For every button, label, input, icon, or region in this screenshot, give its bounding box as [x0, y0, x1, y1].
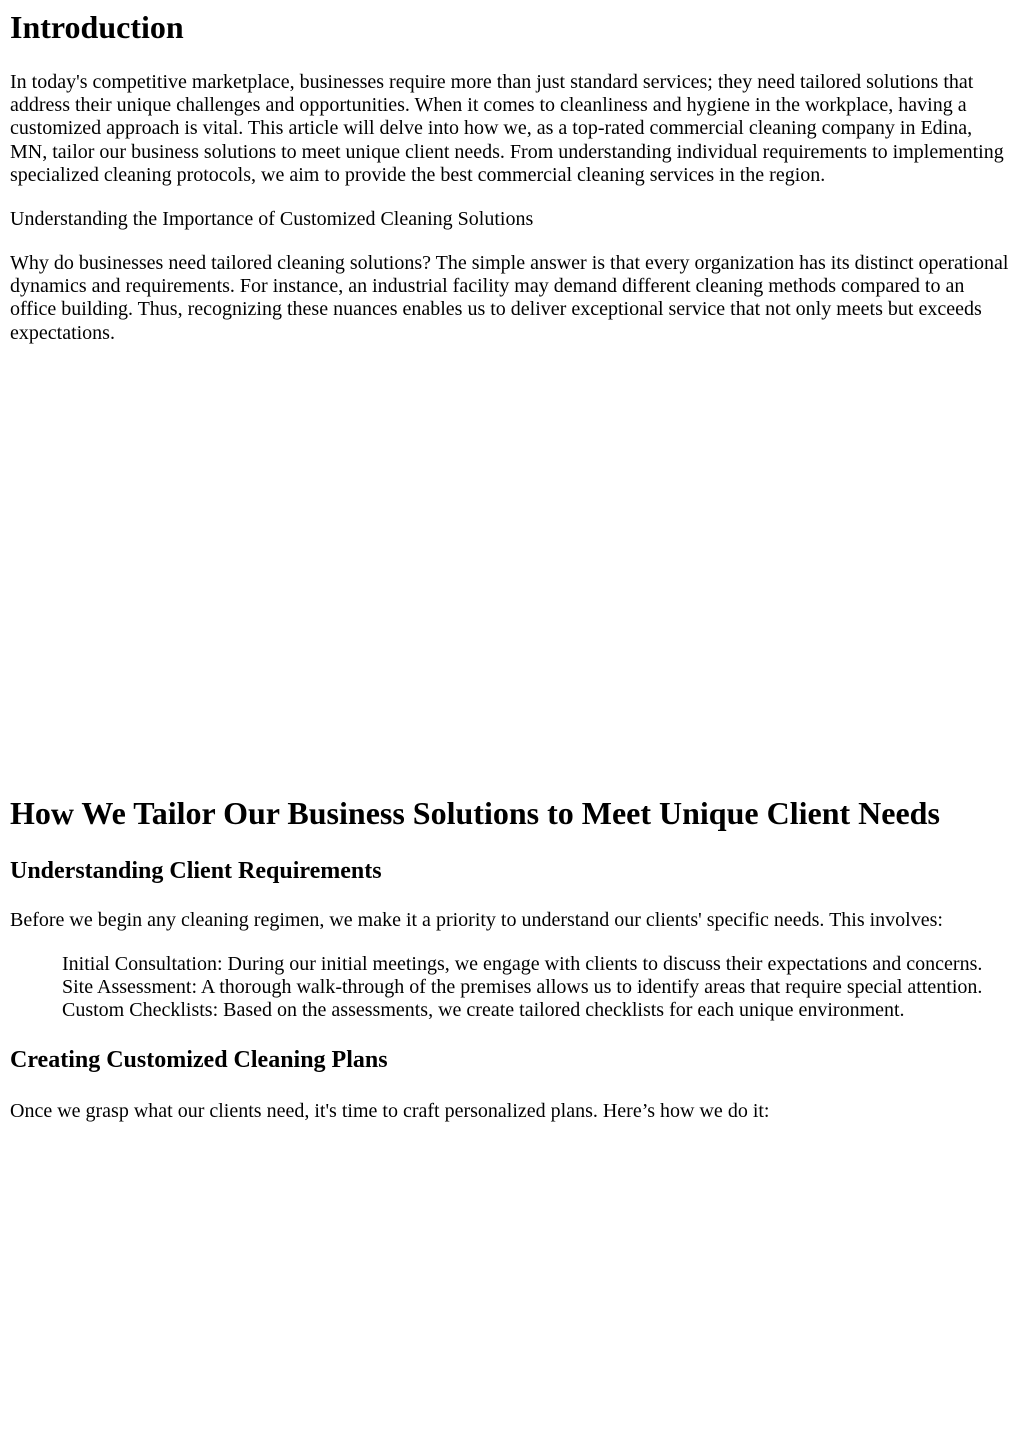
- intro-heading: Introduction: [10, 9, 184, 45]
- list-item-custom-checklists: Custom Checklists: Based on the assessments, we create tailored checklists for each unique environment.: [62, 999, 905, 1022]
- requirements-list: [62, 953, 1024, 1023]
- main-heading: How We Tailor Our Business Solutions to Meet Unique Client Needs: [10, 795, 940, 831]
- plans-paragraph: Once we grasp what our clients need, it's time to craft personalized plans. Here’s how we do it:: [10, 1100, 770, 1122]
- list-item-consultation: Initial Consultation: During our initial meetings, we engage with clients to discuss their expectations and concerns.: [62, 953, 983, 975]
- requirements-paragraph: Before we begin any cleaning regimen, we make it a priority to understand our clients' specific needs. This involves:: [10, 909, 943, 931]
- importance-paragraph: Why do businesses need tailored cleaning solutions? The simple answer is that every organization has its distinct operational dynamics and requirements. For instance, an industrial facility may demand different cleaning methods compared to an office building. Thus, recognizing these nuances enables us to deliver exceptional service that not only meets but exceeds expectations.: [10, 252, 1009, 344]
- importance-subheading: Understanding the Importance of Customized Cleaning Solutions: [10, 208, 534, 230]
- list-item-site-assessment: Site Assessment: A thorough walk-through of the premises allows us to identify areas that require special attention.: [62, 976, 983, 999]
- requirements-heading: Understanding Client Requirements: [10, 858, 382, 884]
- intro-paragraph: In today's competitive marketplace, businesses require more than just standard services; they need tailored solutions that address their unique challenges and opportunities. When it comes to cleanliness and hygiene in the workplace, having a customized approach is vital. This article will delve into how we, as a top-rated commercial cleaning company in Edina, MN, tailor our business solutions to meet unique client needs. From understanding individual requirements to implementing specialized cleaning protocols, we aim to provide the best commercial cleaning services in the region.: [10, 71, 1004, 186]
- plans-heading: Creating Customized Cleaning Plans: [10, 1047, 388, 1073]
